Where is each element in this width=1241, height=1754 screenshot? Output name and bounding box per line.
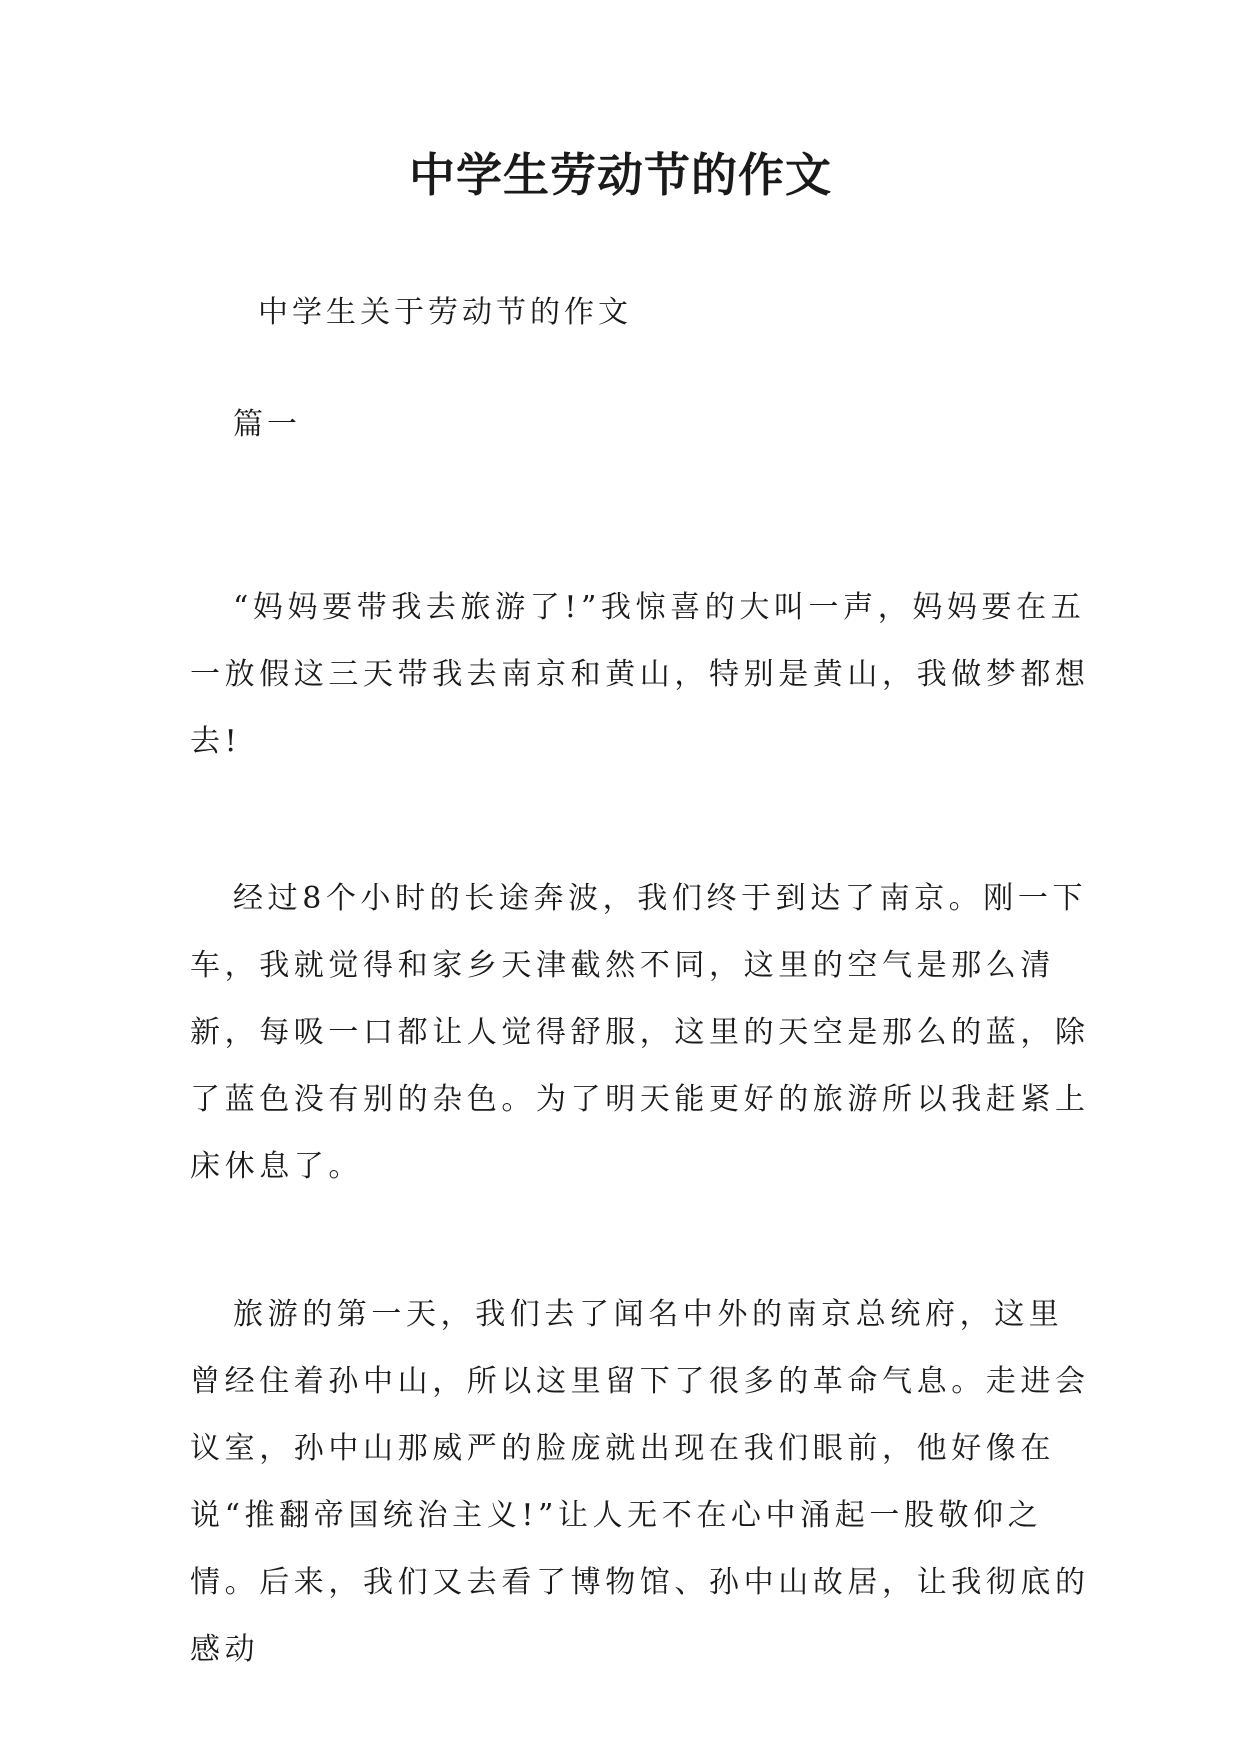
paragraph-2: 经过8个小时的长途奔波，我们终于到达了南京。刚一下车，我就觉得和家乡天津截然不同，这里的空气是那么清新，每吸一口都让人觉得舒服，这里的天空是那么的蓝，除了蓝色没有别的杂色。为了明天能更好的旅游所以我赶紧上床休息了。 — [190, 881, 1090, 1184]
paragraph-1: “妈妈要带我去旅游了!”我惊喜的大叫一声，妈妈要在五一放假这三天带我去南京和黄山，特别是黄山，我做梦都想去! — [190, 590, 1090, 759]
document-subtitle: 中学生关于劳动节的作文 — [258, 295, 632, 330]
document-title: 中学生劳动节的作文 — [409, 148, 832, 202]
section-label: 篇一 — [233, 407, 301, 442]
paragraph-3: 旅游的第一天，我们去了闻名中外的南京总统府，这里曾经住着孙中山，所以这里留下了很多的革命气息。走进会议室，孙中山那威严的脸庞就出现在我们眼前，他好像在说“推翻帝国统治主义!”让人无不在心中涌起一股敬仰之情。后来，我们又去看了博物馆、孙中山故居，让我彻底的感动 — [190, 1297, 1090, 1667]
